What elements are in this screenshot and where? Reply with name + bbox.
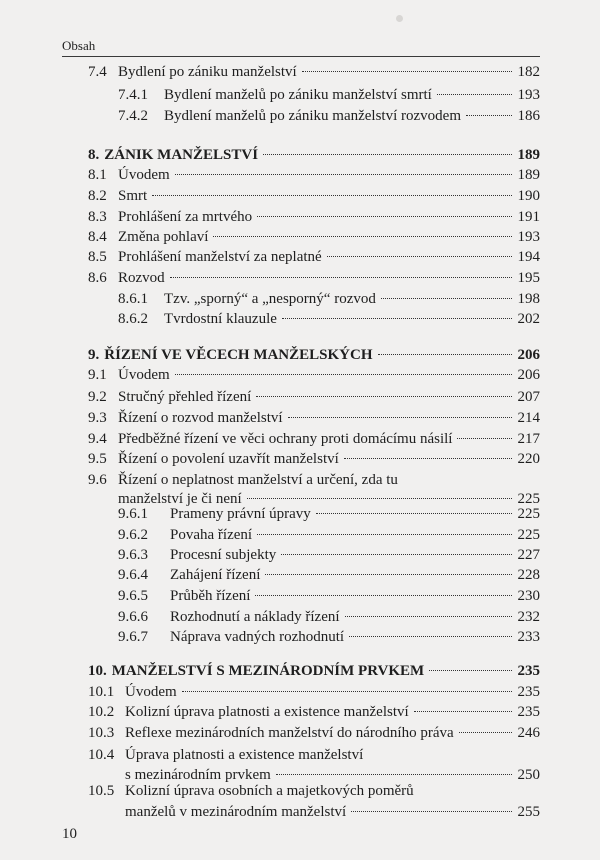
toc-entry: [118, 505, 540, 524]
toc-entry: [88, 187, 540, 206]
toc-entry: [88, 683, 540, 702]
toc-entry-number: 9.1: [88, 367, 107, 383]
dot-leader: [351, 811, 511, 812]
toc-entry-number: 8.4: [88, 229, 107, 245]
toc-entry-number: 9.3: [88, 410, 107, 426]
dot-leader: [327, 256, 512, 257]
dot-leader: [255, 595, 511, 596]
header-rule: [62, 56, 540, 57]
toc-entry-page: 193: [517, 229, 540, 245]
toc-entry-number: 10.5: [88, 783, 115, 799]
dot-leader: [175, 374, 512, 375]
toc-entry: [118, 526, 540, 545]
toc-entry-title: Rozhodnutí a náklady řízení: [170, 609, 340, 625]
toc-entry-number: 7.4.1: [118, 87, 148, 103]
toc-entry-number: 10.: [88, 663, 107, 679]
toc-entry-title: Reflexe mezinárodních manželství do národního práva: [125, 725, 454, 741]
toc-entry-number: 9.6.7: [118, 629, 148, 645]
dot-leader: [263, 154, 511, 155]
toc-entry-title: Povaha řízení: [170, 527, 253, 543]
toc-entry: [88, 430, 540, 449]
dot-leader: [457, 438, 511, 439]
toc-entry: [88, 166, 540, 185]
running-header: Obsah: [62, 38, 96, 53]
toc-entry-number: 8.1: [88, 167, 107, 183]
dot-leader: [378, 354, 512, 355]
toc-entry-title: Bydlení po zániku manželství: [118, 64, 297, 80]
toc-entry-title: MANŽELSTVÍ S MEZINÁRODNÍM PRVKEM: [111, 663, 425, 679]
toc-chapter-heading: [88, 146, 540, 165]
toc-entry-title: Prohlášení manželství za neplatné: [118, 249, 322, 265]
toc-entry-number: 9.5: [88, 451, 107, 467]
toc-entry: [88, 450, 540, 469]
toc-entry-page: 189: [517, 167, 540, 183]
toc-entry-page: 194: [517, 249, 540, 265]
toc-entry-number: 9.6.4: [118, 567, 148, 583]
toc-entry-page: 190: [517, 188, 540, 204]
dot-leader: [257, 216, 511, 217]
toc-entry-page: 235: [517, 704, 540, 720]
toc-entry-title: ZÁNIK MANŽELSTVÍ: [104, 147, 259, 163]
paper-mark: [396, 15, 403, 22]
toc-entry-page: 217: [517, 431, 540, 447]
toc-entry-title: Úvodem: [125, 684, 177, 700]
toc-entry-title-continued: s mezinárodním prvkem: [125, 767, 271, 783]
dot-leader: [282, 318, 512, 319]
dot-leader: [345, 616, 512, 617]
toc-entry-title: Úvodem: [118, 367, 170, 383]
dot-leader: [288, 417, 512, 418]
dot-leader: [265, 574, 511, 575]
dot-leader: [437, 94, 512, 95]
toc-entry-title: Kolizní úprava platnosti a existence manželství: [125, 704, 409, 720]
toc-entry-title: Prohlášení za mrtvého: [118, 209, 253, 225]
dot-leader: [429, 670, 511, 671]
toc-entry-page: 225: [517, 506, 540, 522]
dot-leader: [466, 115, 512, 116]
toc-entry: [88, 228, 540, 247]
dot-leader: [302, 71, 512, 72]
dot-leader: [213, 236, 511, 237]
toc-entry-first-line: [88, 782, 414, 801]
toc-entry-title-continued: manželů v mezinárodním manželství: [125, 804, 347, 820]
dot-leader: [349, 636, 511, 637]
toc-entry-number: 9.6.3: [118, 547, 148, 563]
toc-entry: [88, 366, 540, 385]
dot-leader: [281, 554, 511, 555]
toc-entry-number: 10.4: [88, 747, 115, 763]
dot-leader: [247, 498, 512, 499]
toc-entry: [88, 208, 540, 227]
toc-entry-number: 9.6.1: [118, 506, 148, 522]
toc-entry-first-line: [88, 471, 398, 490]
toc-entry-title: Předběžné řízení ve věci ochrany proti domácímu násilí: [118, 431, 453, 447]
toc-entry: [118, 546, 540, 565]
toc-entry-title: Zahájení řízení: [170, 567, 261, 583]
toc-entry-page: 193: [517, 87, 540, 103]
toc-entry: [88, 409, 540, 428]
toc-entry-page: 225: [517, 527, 540, 543]
toc-entry-number: 9.6.5: [118, 588, 148, 604]
toc-entry: [88, 703, 540, 722]
toc-entry-title: Průběh řízení: [170, 588, 251, 604]
toc-entry-title: Úprava platnosti a existence manželství: [125, 747, 364, 763]
dot-leader: [170, 277, 512, 278]
toc-entry-title: Řízení o povolení uzavřít manželství: [118, 451, 339, 467]
toc-entry-page: 182: [517, 64, 540, 80]
dot-leader: [344, 458, 512, 459]
page-number: 10: [62, 826, 77, 842]
toc-entry-title: ŘÍZENÍ VE VĚCECH MANŽELSKÝCH: [104, 347, 373, 363]
dot-leader: [182, 691, 512, 692]
toc-entry-page: 255: [517, 804, 540, 820]
toc-entry-page: 214: [517, 410, 540, 426]
toc-entry: [88, 388, 540, 407]
toc-entry: [118, 107, 540, 126]
toc-entry-title: Tzv. „sporný“ a „nesporný“ rozvod: [164, 291, 376, 307]
toc-entry: [88, 269, 540, 288]
dot-leader: [256, 396, 511, 397]
toc-entry-number: 9.: [88, 347, 100, 363]
toc-entry-page: 195: [517, 270, 540, 286]
dot-leader: [175, 174, 512, 175]
dot-leader: [459, 732, 512, 733]
toc-entry-title: Úvodem: [118, 167, 170, 183]
toc-entry-title: Změna pohlaví: [118, 229, 209, 245]
toc-entry-page: 206: [517, 347, 540, 363]
toc-entry-title: Bydlení manželů po zániku manželství smrtí: [164, 87, 432, 103]
toc-entry: [118, 310, 540, 329]
dot-leader: [414, 711, 512, 712]
toc-entry-number: 8.6: [88, 270, 107, 286]
toc-entry-number: 8.2: [88, 188, 107, 204]
toc-entry-title: Smrt: [118, 188, 148, 204]
toc-entry-number: 10.3: [88, 725, 115, 741]
toc-entry-title: Rozvod: [118, 270, 165, 286]
toc-entry-page: 189: [517, 147, 540, 163]
toc-entry-number: 7.4.2: [118, 108, 148, 124]
toc-entry-title: Řízení o rozvod manželství: [118, 410, 283, 426]
toc-entry-page: 250: [517, 767, 540, 783]
toc-entry-page: 207: [517, 389, 540, 405]
toc-entry-page: 232: [517, 609, 540, 625]
toc-entry-title: Stručný přehled řízení: [118, 389, 252, 405]
toc-entry-page: 198: [517, 291, 540, 307]
toc-entry-number: 9.2: [88, 389, 107, 405]
toc-entry-number: 9.6.2: [118, 527, 148, 543]
toc-entry-page: 202: [517, 311, 540, 327]
toc-entry-number: 8.3: [88, 209, 107, 225]
toc-chapter-heading: [88, 662, 540, 681]
toc-entry-number: 10.1: [88, 684, 115, 700]
toc-entry-title: Náprava vadných rozhodnutí: [170, 629, 345, 645]
toc-entry-page: 246: [517, 725, 540, 741]
dot-leader: [381, 298, 512, 299]
toc-entry-page: 235: [517, 663, 540, 679]
toc-entry: [118, 628, 540, 647]
toc-entry-page: 186: [517, 108, 540, 124]
toc-entry: [118, 290, 540, 309]
toc-entry-page: 230: [517, 588, 540, 604]
toc-entry-number: 9.6: [88, 472, 107, 488]
toc-entry-page: 191: [517, 209, 540, 225]
toc-entry-title: Prameny právní úpravy: [170, 506, 311, 522]
toc-entry-page: 225: [517, 491, 540, 507]
toc-entry-number: 8.: [88, 147, 100, 163]
toc-entry: [118, 86, 540, 105]
toc-entry-page: 233: [517, 629, 540, 645]
toc-entry-number: 10.2: [88, 704, 115, 720]
toc-entry: [118, 608, 540, 627]
toc-entry-continuation: [125, 803, 540, 822]
toc-entry-page: 228: [517, 567, 540, 583]
toc-entry-number: 9.6.6: [118, 609, 148, 625]
toc-entry: [118, 587, 540, 606]
toc-entry: [88, 248, 540, 267]
toc-entry-page: 220: [517, 451, 540, 467]
toc-entry: [88, 63, 540, 82]
toc-entry: [88, 724, 540, 743]
toc-entry-page: 227: [517, 547, 540, 563]
dot-leader: [257, 534, 511, 535]
toc-entry-first-line: [88, 746, 363, 765]
toc-entry-number: 8.6.1: [118, 291, 148, 307]
toc-entry-page: 206: [517, 367, 540, 383]
toc-entry-number: 8.5: [88, 249, 107, 265]
toc-entry-title-continued: manželství je či není: [118, 491, 242, 507]
toc-entry-title: Kolizní úprava osobních a majetkových poměrů: [125, 783, 414, 799]
toc-entry-page: 235: [517, 684, 540, 700]
toc-entry-number: 7.4: [88, 64, 107, 80]
dot-leader: [316, 513, 512, 514]
toc-entry-title: Tvrdostní klauzule: [164, 311, 277, 327]
dot-leader: [276, 774, 512, 775]
dot-leader: [152, 195, 511, 196]
toc-entry-number: 8.6.2: [118, 311, 148, 327]
toc-entry-title: Řízení o neplatnost manželství a určení, zda tu: [118, 472, 398, 488]
toc-chapter-heading: [88, 346, 540, 365]
toc-entry-title: Bydlení manželů po zániku manželství rozvodem: [164, 108, 461, 124]
toc-entry-title: Procesní subjekty: [170, 547, 277, 563]
toc-entry-number: 9.4: [88, 431, 107, 447]
toc-entry: [118, 566, 540, 585]
